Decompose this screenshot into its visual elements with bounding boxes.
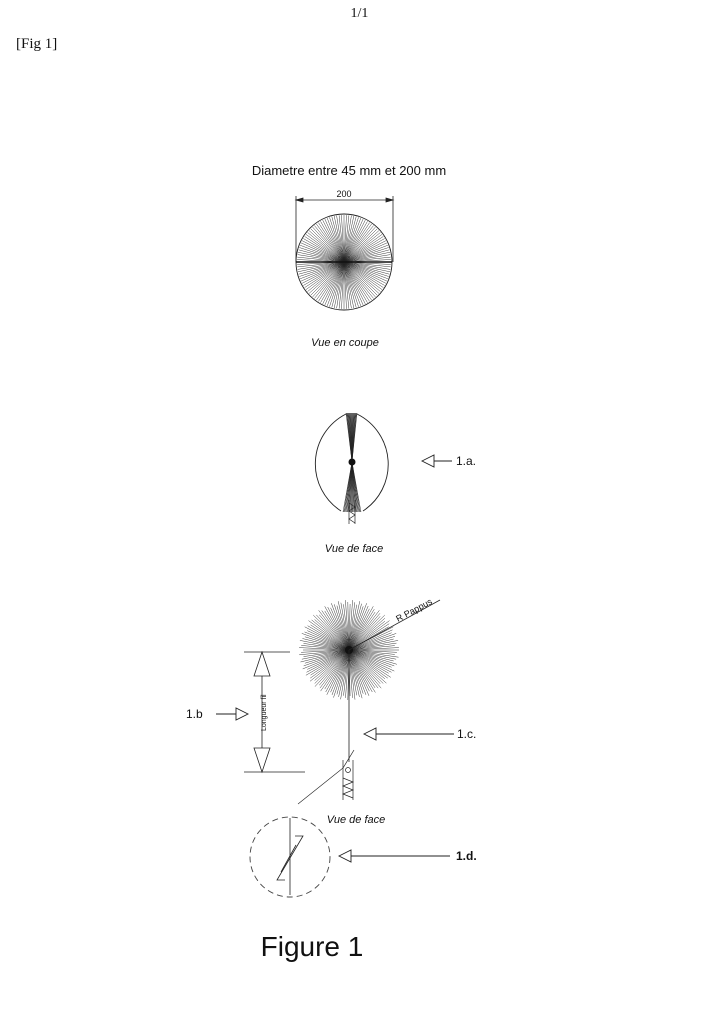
stem-spiral-2	[343, 750, 354, 800]
detail-wire-twist	[277, 818, 303, 895]
detail-leader	[298, 768, 343, 804]
radius-label: R Pappus	[394, 596, 434, 624]
length-label: Longueur fil	[261, 694, 268, 731]
arrow-1c	[364, 728, 454, 740]
figure-tag: [Fig 1]	[16, 36, 58, 52]
front-view-2	[186, 596, 476, 826]
page-number: 1/1	[350, 6, 369, 21]
caption-front-view-2: Vue de face	[326, 814, 386, 826]
seed-center	[349, 459, 356, 466]
label-1d: 1.d.	[456, 849, 477, 863]
figure-title: Figure 1	[260, 931, 364, 962]
arrow-1d	[339, 850, 450, 862]
label-1c: 1.c.	[457, 727, 477, 741]
label-1b: 1.b	[186, 707, 203, 721]
length-dimension	[244, 652, 305, 772]
caption-front-view-1: Vue de face	[324, 543, 384, 555]
dimension-value: 200	[336, 189, 352, 199]
right-half-outline	[357, 414, 388, 511]
front-view-1	[315, 413, 476, 555]
arrow-1b	[216, 708, 248, 720]
arrow-1a	[422, 455, 452, 467]
diameter-title: Diametre entre 45 mm et 200 mm	[251, 163, 447, 178]
section-view	[252, 163, 446, 349]
detail-view	[250, 817, 477, 897]
caption-section-view: Vue en coupe	[311, 337, 379, 349]
left-half-outline	[315, 414, 346, 511]
label-1a: 1.a.	[456, 454, 477, 468]
